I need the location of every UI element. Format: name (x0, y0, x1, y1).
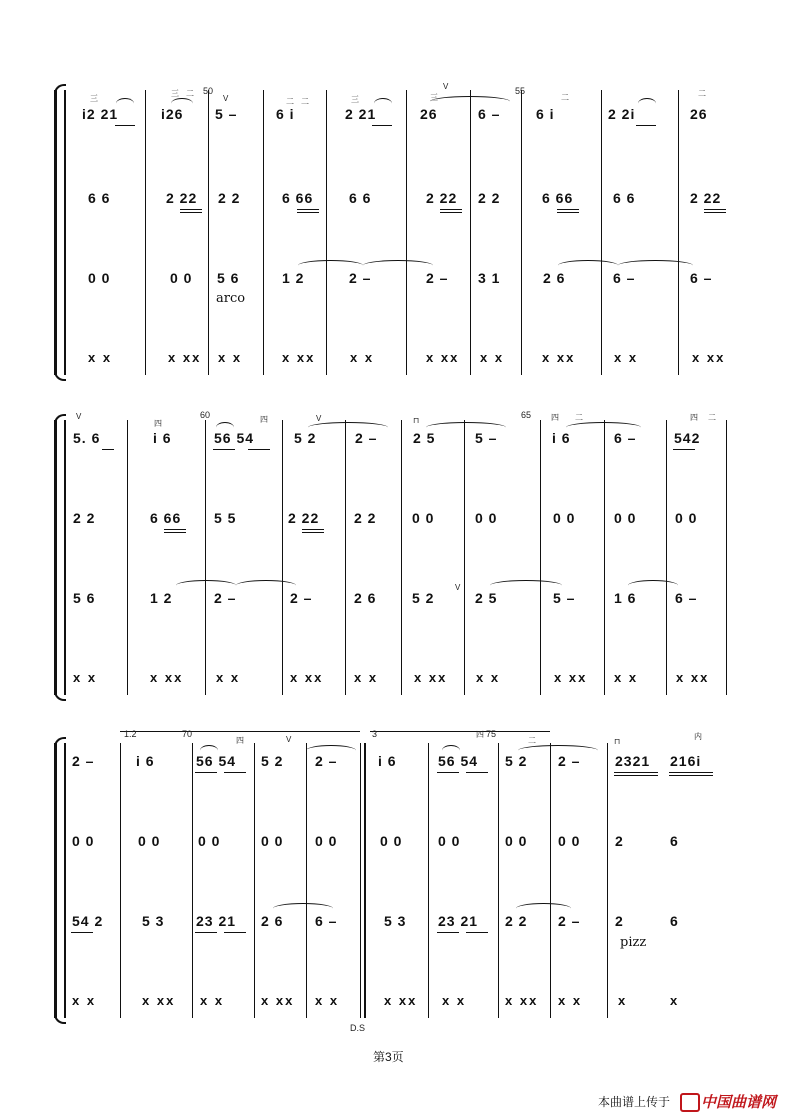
string-mark: 二 (286, 97, 294, 106)
measure-number: 55 (515, 86, 526, 96)
string-mark: 三 (430, 93, 438, 102)
barline (678, 90, 679, 375)
bass-cell: 2 – (214, 590, 237, 606)
barline (205, 420, 206, 695)
bass-cell: 2 – (426, 270, 449, 286)
melody-cell: 216i (670, 753, 702, 769)
underline (302, 529, 324, 530)
harmony-cell: 6 6 (349, 190, 372, 206)
percussion-cell: x x (72, 993, 97, 1008)
string-mark: 二 (301, 97, 309, 106)
string-mark: 二 (708, 413, 716, 422)
underline (557, 209, 579, 210)
measure-number: 70 (182, 729, 193, 739)
barline (254, 743, 255, 1018)
underline (297, 212, 319, 213)
underline (673, 449, 695, 450)
percussion-cell: x xx (150, 670, 184, 685)
site-name: 中国曲谱网 (701, 1094, 777, 1111)
underline (164, 532, 186, 533)
percussion-cell: x x (354, 670, 379, 685)
melody-cell: 2 21 (345, 106, 377, 122)
barline (127, 420, 128, 695)
percussion-cell: x x (88, 350, 113, 365)
bass-cell: 5 2 (412, 590, 435, 606)
percussion-cell: x xx (505, 993, 539, 1008)
slur (216, 422, 234, 433)
volta-bracket (370, 731, 550, 732)
bass-cell: 23 21 (438, 913, 479, 929)
melody-cell: 56 54 (438, 753, 479, 769)
percussion-cell: x (618, 993, 628, 1008)
harmony-cell: 2 (615, 833, 624, 849)
percussion-cell: x xx (426, 350, 460, 365)
bass-cell: 2 2 (505, 913, 528, 929)
melody-cell: 2 – (315, 753, 338, 769)
percussion-cell: x x (216, 670, 241, 685)
barline (601, 90, 602, 375)
percussion-cell: x x (442, 993, 467, 1008)
harmony-cell: 0 0 (614, 510, 637, 526)
harmony-cell: 0 0 (198, 833, 221, 849)
slur (518, 745, 598, 756)
string-mark: 三 (171, 89, 179, 98)
underline (440, 212, 462, 213)
percussion-cell: x x (480, 350, 505, 365)
harmony-cell: 6 66 (150, 510, 182, 526)
bass-cell: 2 – (349, 270, 372, 286)
volta-bracket (120, 731, 360, 732)
melody-cell: i 6 (153, 430, 172, 446)
barline (540, 420, 541, 695)
barline (326, 90, 327, 375)
percussion-cell: x x (200, 993, 225, 1008)
tie (236, 580, 296, 591)
percussion-cell: x x (218, 350, 243, 365)
melody-cell: 6 i (536, 106, 555, 122)
underline (440, 209, 462, 210)
string-mark: 四 (551, 413, 559, 422)
barline (263, 90, 264, 375)
score-system-3 (58, 729, 738, 1033)
melody-cell: 6 – (614, 430, 637, 446)
down-bow-mark: ⊓ (413, 416, 420, 425)
string-mark: 二 (186, 89, 194, 98)
slur (430, 96, 510, 107)
bass-cell: 1 6 (614, 590, 637, 606)
percussion-cell: x xx (142, 993, 176, 1008)
bass-cell: 2 6 (543, 270, 566, 286)
system-start-barline (64, 90, 66, 375)
tie (363, 260, 433, 271)
barline (666, 420, 667, 695)
bass-cell: 5 3 (384, 913, 407, 929)
repeat-end-barline (364, 743, 366, 1018)
melody-cell: i2 21 (82, 106, 119, 122)
melody-cell: 5 2 (294, 430, 317, 446)
harmony-cell: 0 0 (261, 833, 284, 849)
underline (437, 772, 459, 773)
tie (628, 580, 678, 591)
harmony-cell: 2 2 (354, 510, 377, 526)
harmony-cell: 2 2 (478, 190, 501, 206)
up-bow-mark: V (455, 583, 461, 592)
melody-cell: 2321 (615, 753, 651, 769)
barline (282, 420, 283, 695)
melody-cell: 2 – (72, 753, 95, 769)
underline (704, 212, 726, 213)
string-mark: 二 (575, 413, 583, 422)
underline (669, 775, 713, 776)
barline (306, 743, 307, 1018)
tie (176, 580, 236, 591)
tie (558, 260, 618, 271)
melody-cell: 26 (420, 106, 438, 122)
melody-cell: 542 (674, 430, 701, 446)
underline (302, 532, 324, 533)
percussion-cell: x xx (168, 350, 202, 365)
bass-cell: 2 6 (354, 590, 377, 606)
dal-segno-mark: D.S (350, 1023, 366, 1033)
bass-cell: 23 21 (196, 913, 237, 929)
underline (466, 932, 488, 933)
measure-number: 60 (200, 410, 211, 420)
harmony-cell: 0 0 (138, 833, 161, 849)
barline thick (607, 743, 608, 1018)
barline (470, 90, 471, 375)
harmony-cell: 2 2 (73, 510, 96, 526)
underline (557, 212, 579, 213)
percussion-cell: x xx (290, 670, 324, 685)
percussion-cell: x x (315, 993, 340, 1008)
bass-cell: 2 – (558, 913, 581, 929)
melody-cell: 5 2 (261, 753, 284, 769)
underline (180, 212, 202, 213)
bass-cell: 54 2 (72, 913, 104, 929)
harmony-cell: 0 0 (412, 510, 435, 526)
slur (200, 745, 218, 756)
slur (171, 98, 193, 109)
bass-cell: 0 0 (88, 270, 111, 286)
volta-ending-1-2: 1.2 (124, 729, 137, 739)
underline (248, 449, 270, 450)
string-mark: 四 (476, 730, 484, 739)
measure-number: 50 (203, 86, 214, 96)
string-mark: 四 (154, 419, 162, 428)
barline (498, 743, 499, 1018)
underline (704, 209, 726, 210)
melody-cell: i 6 (552, 430, 571, 446)
underline (614, 772, 658, 773)
harmony-cell: 0 0 (315, 833, 338, 849)
harmony-cell: 0 0 (505, 833, 528, 849)
barline (604, 420, 605, 695)
tie (298, 260, 363, 271)
measure-number: 65 (521, 410, 532, 420)
harmony-cell: 0 0 (558, 833, 581, 849)
barline (345, 420, 346, 695)
system-start-barline (64, 743, 66, 1018)
string-mark: 四 (690, 413, 698, 422)
system-start-barline (64, 420, 66, 695)
underline (71, 932, 93, 933)
string-mark: 二 (561, 93, 569, 102)
percussion-cell: x xx (414, 670, 448, 685)
bass-cell: 5 3 (142, 913, 165, 929)
volta-ending-3: 3 (372, 729, 378, 739)
melody-cell: 2 – (558, 753, 581, 769)
barline (521, 90, 522, 375)
bass-cell: 1 2 (282, 270, 305, 286)
bass-cell: 3 1 (478, 270, 501, 286)
down-bow-mark: ⊓ (614, 737, 621, 746)
melody-cell: 5 – (475, 430, 498, 446)
percussion-cell: x xx (676, 670, 710, 685)
harmony-cell: 5 5 (214, 510, 237, 526)
percussion-cell: x xx (554, 670, 588, 685)
bass-cell: 1 2 (150, 590, 173, 606)
melody-cell: 2 5 (413, 430, 436, 446)
bass-cell: 6 – (690, 270, 713, 286)
underline (437, 932, 459, 933)
underline (372, 125, 392, 126)
tie (618, 260, 693, 271)
arco-instruction: arco (216, 291, 246, 306)
percussion-cell: x xx (384, 993, 418, 1008)
up-bow-mark: V (286, 735, 292, 744)
slur (566, 422, 641, 433)
string-mark: 三 (351, 95, 359, 104)
slur (638, 98, 656, 109)
harmony-cell: 2 22 (426, 190, 458, 206)
string-mark: 四 (236, 736, 244, 745)
bass-cell: 2 (615, 913, 624, 929)
harmony-cell: 6 6 (88, 190, 111, 206)
string-mark: 二 (698, 89, 706, 98)
bass-cell: 2 6 (261, 913, 284, 929)
harmony-cell: 2 22 (166, 190, 198, 206)
tie (516, 903, 571, 914)
barline (401, 420, 402, 695)
barline (550, 743, 551, 1018)
barline (726, 420, 727, 695)
slur (308, 422, 388, 433)
harmony-cell: 0 0 (72, 833, 95, 849)
percussion-cell: x xx (282, 350, 316, 365)
melody-cell: i 6 (378, 753, 397, 769)
barline (406, 90, 407, 375)
barline (208, 90, 209, 375)
underline (195, 932, 217, 933)
harmony-cell: 2 22 (690, 190, 722, 206)
underline (614, 775, 658, 776)
melody-cell: 56 54 (196, 753, 237, 769)
inner-string-mark: 内 (694, 732, 702, 741)
page-number: 第3页 (373, 1050, 404, 1064)
string-mark: 三 (90, 94, 98, 103)
percussion-cell: x x (476, 670, 501, 685)
up-bow-mark: V (443, 82, 449, 91)
harmony-cell: 2 22 (288, 510, 320, 526)
slur (426, 422, 506, 433)
bass-cell: 2 5 (475, 590, 498, 606)
string-mark: 二 (528, 736, 536, 745)
melody-cell: i 6 (136, 753, 155, 769)
underline (224, 932, 246, 933)
melody-cell: 26 (690, 106, 708, 122)
up-bow-mark: V (76, 412, 82, 421)
bass-cell: 0 0 (170, 270, 193, 286)
string-mark: 四 (260, 415, 268, 424)
up-bow-mark: V (223, 94, 229, 103)
barline (192, 743, 193, 1018)
underline (164, 529, 186, 530)
harmony-cell: 6 (670, 833, 679, 849)
barline (145, 90, 146, 375)
harmony-cell: 2 2 (218, 190, 241, 206)
melody-cell: 5 – (215, 106, 238, 122)
slur (116, 98, 134, 109)
underline (466, 772, 488, 773)
upload-notice: 本曲谱上传于 (598, 1095, 671, 1109)
harmony-cell: 0 0 (553, 510, 576, 526)
harmony-cell: 0 0 (475, 510, 498, 526)
percussion-cell: x x (558, 993, 583, 1008)
melody-cell: 56 54 (214, 430, 255, 446)
harmony-cell: 6 6 (613, 190, 636, 206)
harmony-cell: 0 0 (380, 833, 403, 849)
harmony-cell: 0 0 (675, 510, 698, 526)
underline (180, 209, 202, 210)
percussion-cell: x xx (542, 350, 576, 365)
underline (224, 772, 246, 773)
percussion-cell: x x (73, 670, 98, 685)
bass-cell: 5 6 (73, 590, 96, 606)
up-bow-mark: V (316, 414, 322, 423)
underline (636, 125, 656, 126)
score-system-2 (58, 410, 738, 695)
percussion-cell: x xx (261, 993, 295, 1008)
underline (297, 209, 319, 210)
bass-cell: 6 – (675, 590, 698, 606)
melody-cell: i26 (161, 106, 184, 122)
melody-cell: 5 2 (505, 753, 528, 769)
harmony-cell: 6 66 (282, 190, 314, 206)
percussion-cell: x x (350, 350, 375, 365)
bass-cell: 5 6 (217, 270, 240, 286)
underline (213, 449, 235, 450)
slur (374, 98, 392, 109)
percussion-cell: x xx (692, 350, 726, 365)
melody-cell: 6 – (478, 106, 501, 122)
barline (464, 420, 465, 695)
site-logo-icon (680, 1093, 700, 1112)
tie (490, 580, 562, 591)
percussion-cell: x x (614, 670, 639, 685)
underline (195, 772, 217, 773)
melody-cell: 2 2i (608, 106, 636, 122)
percussion-cell: x (670, 993, 680, 1008)
underline (669, 772, 713, 773)
percussion-cell: x x (614, 350, 639, 365)
slur (306, 745, 356, 756)
barline (120, 743, 121, 1018)
bass-cell: 6 (670, 913, 679, 929)
underline (115, 125, 135, 126)
tie (273, 903, 333, 914)
pizz-instruction: pizz (620, 935, 647, 950)
melody-cell: 6 i (276, 106, 295, 122)
harmony-cell: 6 66 (542, 190, 574, 206)
bass-cell: 6 – (315, 913, 338, 929)
barline (428, 743, 429, 1018)
measure-number: 75 (486, 729, 497, 739)
bass-cell: 2 – (290, 590, 313, 606)
slur (442, 745, 460, 756)
harmony-cell: 0 0 (438, 833, 461, 849)
bass-cell: 5 – (553, 590, 576, 606)
melody-cell: 5. 6 (73, 430, 101, 446)
underline (102, 449, 114, 450)
bass-cell: 6 – (613, 270, 636, 286)
repeat-end-barline (360, 743, 361, 1018)
score-system-1 (58, 82, 738, 375)
melody-cell: 2 – (355, 430, 378, 446)
